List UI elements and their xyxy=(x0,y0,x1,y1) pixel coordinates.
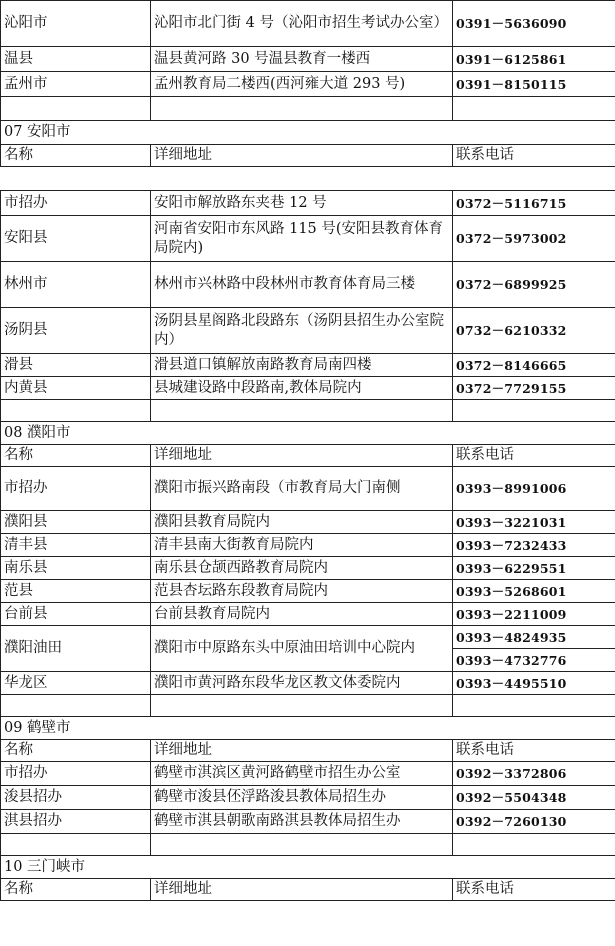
office-name: 孟州市 xyxy=(1,72,151,97)
office-name: 沁阳市 xyxy=(1,1,151,47)
table-row xyxy=(1,557,615,580)
blank-row xyxy=(1,97,615,121)
table-row xyxy=(1,534,615,557)
office-name: 范县 xyxy=(1,580,151,603)
office-address: 汤阴县星阁路北段路东（汤阴县招生办公室院内） xyxy=(151,308,453,354)
column-header-row xyxy=(1,145,615,167)
phone-number: 0391－6125861 xyxy=(453,47,615,72)
section-title-row xyxy=(1,717,615,740)
column-header-address: 详细地址 xyxy=(151,879,453,901)
table-row xyxy=(1,603,615,626)
phone-number: 0393－7232433 xyxy=(453,534,615,557)
office-address: 县城建设路中段路南,教体局院内 xyxy=(151,377,453,400)
phone-number: 0393－4495510 xyxy=(453,672,615,695)
office-name: 滑县 xyxy=(1,354,151,377)
blank-row xyxy=(1,695,615,717)
office-address: 濮阳市中原路东头中原油田培训中心院内 xyxy=(151,626,453,672)
column-header-address: 详细地址 xyxy=(151,145,453,167)
phone-number: 0732－6210332 xyxy=(453,308,615,354)
blank-cell xyxy=(453,834,615,856)
contact-table-main xyxy=(0,190,615,901)
column-header-name: 名称 xyxy=(1,879,151,901)
table-row xyxy=(1,580,615,603)
blank-cell xyxy=(453,695,615,717)
column-header-row xyxy=(1,445,615,467)
phone-number: 0372－6899925 xyxy=(453,262,615,308)
office-name: 林州市 xyxy=(1,262,151,308)
phone-number: 0392－7260130 xyxy=(453,810,615,834)
blank-row xyxy=(1,400,615,422)
column-header-name: 名称 xyxy=(1,445,151,467)
phone-number: 0393－4732776 xyxy=(453,649,615,672)
office-address: 濮阳市振兴路南段（市教育局大门南侧 xyxy=(151,467,453,511)
table-row xyxy=(1,377,615,400)
table-row xyxy=(1,1,615,47)
section-title: 10 三门峡市 xyxy=(1,856,615,879)
phone-number: 0393－3221031 xyxy=(453,511,615,534)
office-name: 内黄县 xyxy=(1,377,151,400)
section-title-row xyxy=(1,121,615,145)
phone-number: 0391－5636090 xyxy=(453,1,615,47)
office-name: 市招办 xyxy=(1,191,151,216)
table-row xyxy=(1,672,615,695)
blank-cell xyxy=(1,695,151,717)
blank-cell xyxy=(453,400,615,422)
column-header-name: 名称 xyxy=(1,145,151,167)
phone-number: 0393－6229551 xyxy=(453,557,615,580)
table-row xyxy=(1,72,615,97)
blank-cell xyxy=(1,97,151,121)
office-address: 沁阳市北门街 4 号（沁阳市招生考试办公室） xyxy=(151,1,453,47)
table-row xyxy=(1,191,615,216)
office-name: 淇县招办 xyxy=(1,810,151,834)
blank-cell xyxy=(151,400,453,422)
table-row xyxy=(1,216,615,262)
phone-number: 0393－8991006 xyxy=(453,467,615,511)
contact-table-top xyxy=(0,0,615,167)
blank-cell xyxy=(151,695,453,717)
column-header-phone: 联系电话 xyxy=(453,740,615,762)
section-title: 09 鹤壁市 xyxy=(1,717,615,740)
column-header-row xyxy=(1,879,615,901)
office-name: 浚县招办 xyxy=(1,786,151,810)
office-name: 市招办 xyxy=(1,762,151,786)
office-address: 孟州教育局二楼西(西河雍大道 293 号) xyxy=(151,72,453,97)
section-title-row xyxy=(1,422,615,445)
office-name: 清丰县 xyxy=(1,534,151,557)
column-header-phone: 联系电话 xyxy=(453,145,615,167)
office-name: 市招办 xyxy=(1,467,151,511)
office-address: 安阳市解放路东夹巷 12 号 xyxy=(151,191,453,216)
phone-number: 0372－5973002 xyxy=(453,216,615,262)
section-title: 08 濮阳市 xyxy=(1,422,615,445)
table-row xyxy=(1,262,615,308)
blank-cell xyxy=(453,97,615,121)
blank-cell xyxy=(151,834,453,856)
column-header-address: 详细地址 xyxy=(151,445,453,467)
office-name: 濮阳县 xyxy=(1,511,151,534)
office-name: 华龙区 xyxy=(1,672,151,695)
office-name: 温县 xyxy=(1,47,151,72)
phone-number: 0391－8150115 xyxy=(453,72,615,97)
office-address: 范县杏坛路东段教育局院内 xyxy=(151,580,453,603)
office-name: 安阳县 xyxy=(1,216,151,262)
table-row xyxy=(1,762,615,786)
office-address: 台前县教育局院内 xyxy=(151,603,453,626)
office-address: 林州市兴林路中段林州市教育体育局三楼 xyxy=(151,262,453,308)
column-header-name: 名称 xyxy=(1,740,151,762)
office-address: 鹤壁市浚县伾浮路浚县教体局招生办 xyxy=(151,786,453,810)
office-name: 濮阳油田 xyxy=(1,626,151,672)
column-header-address: 详细地址 xyxy=(151,740,453,762)
office-address: 滑县道口镇解放南路教育局南四楼 xyxy=(151,354,453,377)
column-header-row xyxy=(1,740,615,762)
blank-cell xyxy=(151,97,453,121)
blank-cell xyxy=(1,400,151,422)
phone-number: 0392－3372806 xyxy=(453,762,615,786)
phone-number: 0393－5268601 xyxy=(453,580,615,603)
phone-number: 0393－2211009 xyxy=(453,603,615,626)
table-row xyxy=(1,511,615,534)
section-title-row xyxy=(1,856,615,879)
office-address: 濮阳市黄河路东段华龙区教文体委院内 xyxy=(151,672,453,695)
section-title: 07 安阳市 xyxy=(1,121,615,145)
table-row xyxy=(1,626,615,649)
table-row xyxy=(1,308,615,354)
phone-number: 0393－4824935 xyxy=(453,626,615,649)
office-name: 台前县 xyxy=(1,603,151,626)
column-header-phone: 联系电话 xyxy=(453,879,615,901)
table-row xyxy=(1,47,615,72)
office-name: 南乐县 xyxy=(1,557,151,580)
office-name: 汤阴县 xyxy=(1,308,151,354)
office-address: 鹤壁市淇滨区黄河路鹤壁市招生办公室 xyxy=(151,762,453,786)
table-row xyxy=(1,810,615,834)
office-address: 南乐县仓颉西路教育局院内 xyxy=(151,557,453,580)
table-row xyxy=(1,467,615,511)
office-address: 温县黄河路 30 号温县教育一楼西 xyxy=(151,47,453,72)
blank-row xyxy=(1,834,615,856)
office-address: 濮阳县教育局院内 xyxy=(151,511,453,534)
table-row xyxy=(1,354,615,377)
table-row xyxy=(1,786,615,810)
column-header-phone: 联系电话 xyxy=(453,445,615,467)
phone-number: 0372－5116715 xyxy=(453,191,615,216)
office-address: 河南省安阳市东风路 115 号(安阳县教育体育局院内) xyxy=(151,216,453,262)
phone-number: 0392－5504348 xyxy=(453,786,615,810)
office-address: 清丰县南大街教育局院内 xyxy=(151,534,453,557)
phone-number: 0372－7729155 xyxy=(453,377,615,400)
blank-cell xyxy=(1,834,151,856)
office-address: 鹤壁市淇县朝歌南路淇县教体局招生办 xyxy=(151,810,453,834)
phone-number: 0372－8146665 xyxy=(453,354,615,377)
